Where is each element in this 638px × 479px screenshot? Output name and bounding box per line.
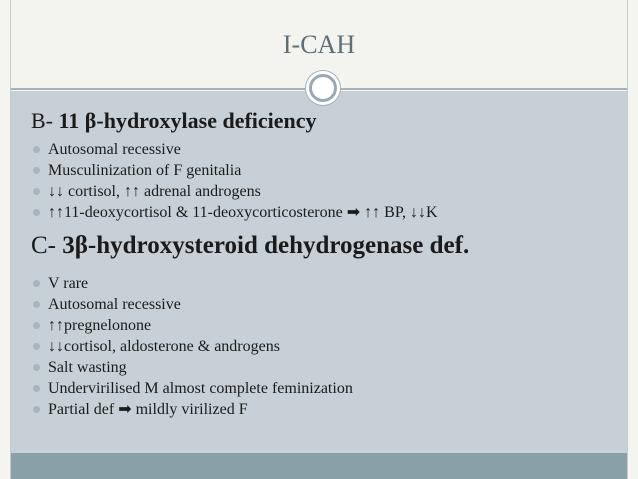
divider-ring-icon [309,74,337,102]
bullet-icon [33,364,40,371]
list-item [33,315,353,336]
list-item-text: Autosomal recessive [48,141,181,158]
section-b-prefix: B- [31,108,59,133]
list-item [33,273,353,294]
list-item [33,378,353,399]
bullet-icon [33,322,40,329]
bullet-icon [33,301,40,308]
bullet-icon [33,188,40,195]
list-item [33,294,353,315]
list-item [33,181,438,202]
slide-title: I-CAH [282,30,356,59]
list-item [33,336,353,357]
list-item [33,160,438,181]
content-panel [11,91,627,453]
slide [10,0,628,479]
section-b-title: 11 β-hydroxylase deficiency [58,108,317,133]
list-item [33,139,438,160]
section-c-list [33,273,353,420]
bullet-icon [33,146,40,153]
list-item-text: Partial def ➡ mildly virilized F [48,401,248,418]
footer-bar [11,453,627,479]
list-item-text: Undervirilised M almost complete feminization [48,380,353,397]
list-item-text: Musculinization of F genitalia [48,162,242,179]
section-b-list [33,139,438,223]
list-item [33,399,353,420]
bullet-icon [33,209,40,216]
bullet-icon [33,385,40,392]
list-item-text: ↓↓cortisol, aldosterone & androgens [48,338,280,355]
list-item [33,202,438,223]
section-c-title: 3β-hydroxysteroid dehydrogenase def. [62,232,470,259]
list-item-text: V rare [48,275,89,292]
list-item-text: ↑↑11-deoxycortisol & 11-deoxycorticosterone ➡ ↑↑ BP, ↓↓K [48,204,438,221]
section-b-heading [31,108,317,134]
list-item [33,357,353,378]
list-item-text: Salt wasting [48,359,127,376]
list-item-text: Autosomal recessive [48,296,181,313]
list-item-text: ↑↑pregnelonone [48,317,152,334]
section-c-heading [31,232,469,260]
bullet-icon [33,406,40,413]
bullet-icon [33,167,40,174]
bullet-icon [33,343,40,350]
list-item-text: ↓↓ cortisol, ↑↑ adrenal androgens [48,183,261,200]
bullet-icon [33,280,40,287]
section-c-prefix: C- [31,232,63,259]
